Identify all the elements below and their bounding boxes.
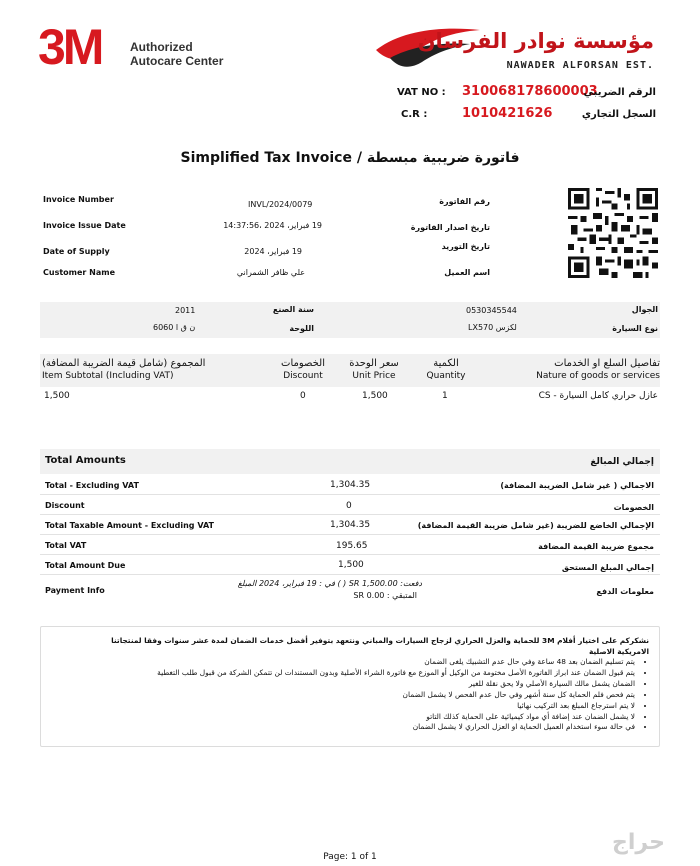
- info-value: 19 فبراير، 2024 ،14:37:56: [223, 221, 322, 230]
- totals-row: [40, 558, 660, 576]
- terms-intro: نشكركم على اختيار أفلام 3M للحماية والعزل الحراري لزجاج السيارات والمباني ونتعهد بتوفير أفضل خدمات الضمان لمدة عشر سنوات وفقا لمنتجاتنا الامريكية الاصلية: [111, 636, 649, 656]
- qr-code: [568, 188, 658, 278]
- info-label-ar: تاريخ التوريد: [441, 242, 490, 251]
- terms-item: • يتم قبول الضمان عند ابراز الفاتورة الأصل مختومة من الوكيل أو الموزع مع فاتورة الشراء الأصلية وبدون المستندات لن تتمكن الشركة من قبول طلب التغطية: [69, 668, 635, 679]
- car-label: نوع السيارة: [612, 324, 658, 333]
- terms-list: [69, 657, 649, 733]
- table-row: [40, 391, 660, 407]
- company-name-ar: مؤسسة نوادر الفرسان: [417, 29, 654, 53]
- totals-label-ar: إجمالي المبلغ المستحق: [561, 563, 654, 572]
- info-label-ar: رقم الفاتورة: [439, 197, 490, 206]
- totals-row: [40, 498, 660, 516]
- totals-label-en: Discount: [45, 501, 85, 510]
- info-value: 19 فبراير، 2024: [244, 247, 302, 256]
- items-table: [40, 354, 660, 414]
- col-header-en: Discount: [283, 371, 323, 381]
- col-header-subtotal: [42, 358, 205, 381]
- payment-label-en: Payment Info: [45, 586, 105, 595]
- vat-label-ar: الرقم الضريبي: [583, 87, 656, 98]
- col-header-en: Quantity: [426, 371, 466, 381]
- item-qty: 1: [442, 391, 448, 401]
- totals-label-ar: الاجمالي ( غير شامل الضريبة المضافة): [500, 481, 654, 490]
- totals-header: [40, 449, 660, 474]
- col-header-ar: المجموع (شامل قيمة الضريبة المضافة): [42, 358, 206, 369]
- totals-value: 0: [346, 501, 352, 511]
- totals-value: 195.65: [336, 541, 368, 551]
- totals-label-ar: الإجمالي الخاضع للضريبة (غير شامل ضريبة القيمة المضافة): [417, 521, 654, 530]
- col-header-en: Unit Price: [352, 371, 396, 381]
- totals-label-ar: الخصومات: [613, 503, 654, 512]
- watermark: حراج: [612, 830, 665, 855]
- col-header-qty: [404, 358, 488, 381]
- item-price: 1,500: [362, 391, 388, 401]
- item-desc: عازل حراري كامل السيارة - CS: [538, 391, 658, 401]
- info-label-en: Customer Name: [43, 268, 115, 277]
- totals-label-ar: مجموع ضريبة القيمة المضافة: [538, 542, 654, 551]
- totals-title-ar: إجمالي المبالغ: [590, 457, 654, 467]
- info-value: علي ظافر الشمراني: [236, 268, 305, 277]
- totals-value: 1,304.35: [330, 480, 371, 490]
- col-header-desc: [536, 358, 660, 381]
- cr-number: 1010421626: [462, 106, 553, 121]
- cr-label-ar: السجل التجاري: [581, 109, 656, 120]
- company-logo: [372, 18, 662, 78]
- totals-label-en: Total VAT: [45, 541, 87, 550]
- info-label-en: Date of Supply: [43, 247, 110, 256]
- logo-3m-line2: Autocare Center: [130, 54, 224, 68]
- col-header-en: Item Subtotal (Including VAT): [42, 371, 174, 381]
- totals-title-en: Total Amounts: [45, 455, 126, 466]
- totals-label-en: Total - Excluding VAT: [45, 481, 139, 490]
- logo-3m: [38, 19, 228, 75]
- col-header-en: Nature of goods or services: [536, 371, 660, 381]
- year-value: 2011: [175, 306, 196, 315]
- terms-item: • لا يشمل الضمان عند إضافة أي مواد كيميائية على الحماية كذلك التاتو: [69, 712, 635, 723]
- payment-row: [40, 578, 660, 608]
- plate-value: ن ق ا 6060: [153, 323, 196, 332]
- info-label-en: Invoice Issue Date: [43, 221, 126, 230]
- company-name-en: NAWADER ALFORSAN EST.: [506, 60, 654, 71]
- page-number: Page: 1 of 1: [323, 852, 377, 862]
- col-header-price: [334, 358, 414, 381]
- terms-item: • في حالة سوء استخدام العميل الحماية او العزل الحراري لا يشمل الضمان: [69, 722, 635, 733]
- totals-row: [40, 518, 660, 536]
- terms-item: • لا يتم استرجاع المبلغ بعد التركيب نهائيا: [69, 701, 635, 712]
- totals-label-en: Total Amount Due: [45, 561, 126, 570]
- invoice-info: [40, 188, 490, 288]
- totals-value: 1,500: [338, 560, 364, 570]
- col-header-discount: [266, 358, 340, 381]
- info-label-en: Invoice Number: [43, 195, 114, 204]
- totals-row: [40, 478, 660, 496]
- totals-value: 1,304.35: [330, 520, 371, 530]
- vat-label: VAT NO :: [397, 87, 446, 98]
- col-header-ar: الكمية: [433, 358, 459, 369]
- vat-number: 310068178600003: [462, 84, 598, 99]
- logo-3m-mark: 3M: [38, 19, 102, 75]
- year-label: سنة الصنع: [272, 305, 314, 314]
- invoice-title: Simplified Tax Invoice / فاتورة ضريبية مبسطة: [180, 150, 520, 166]
- cr-label: C.R :: [401, 109, 428, 120]
- info-label-ar: اسم العميل: [444, 268, 490, 277]
- vehicle-panel-row2: [40, 319, 660, 337]
- logo-3m-line1: Authorized: [130, 40, 193, 54]
- payment-label-ar: معلومات الدفع: [596, 587, 654, 596]
- terms-box: [40, 626, 660, 747]
- totals-label-en: Total Taxable Amount - Excluding VAT: [45, 521, 214, 530]
- item-discount: 0: [300, 391, 306, 401]
- info-label-ar: تاريخ اصدار الفاتورة: [410, 223, 490, 232]
- item-subtotal: 1,500: [44, 391, 70, 401]
- col-header-ar: الخصومات: [281, 358, 325, 369]
- col-header-ar: تفاصيل السلع او الخدمات: [554, 358, 660, 369]
- payment-line2: المتبقي : 0.00 SR: [353, 591, 417, 600]
- mobile-value: 0530345544: [466, 306, 517, 315]
- payment-line1: دفعت: 1,500.00 SR ( ) في : 19 فبراير، 2024 المبلغ: [237, 579, 422, 588]
- terms-item: • يتم تسليم الضمان بعد 48 ساعة وفي حال عدم التشبيك يلغى الضمان: [69, 657, 635, 668]
- col-header-ar: سعر الوحدة: [349, 358, 399, 369]
- mobile-label: الجوال: [631, 305, 658, 314]
- info-value: INVL/2024/0079: [248, 200, 313, 209]
- car-value: لكزس LX570: [468, 323, 517, 332]
- totals-row: [40, 538, 660, 556]
- terms-item: • يتم فحص فلم الحماية كل سنة أشهر وفي حال عدم الفحص لا يشمل الضمان: [69, 690, 635, 701]
- plate-label: اللوحة: [289, 324, 314, 333]
- terms-item: • الضمان يشمل مالك السيارة الأصلي ولا يحق نقلة للغير: [69, 679, 635, 690]
